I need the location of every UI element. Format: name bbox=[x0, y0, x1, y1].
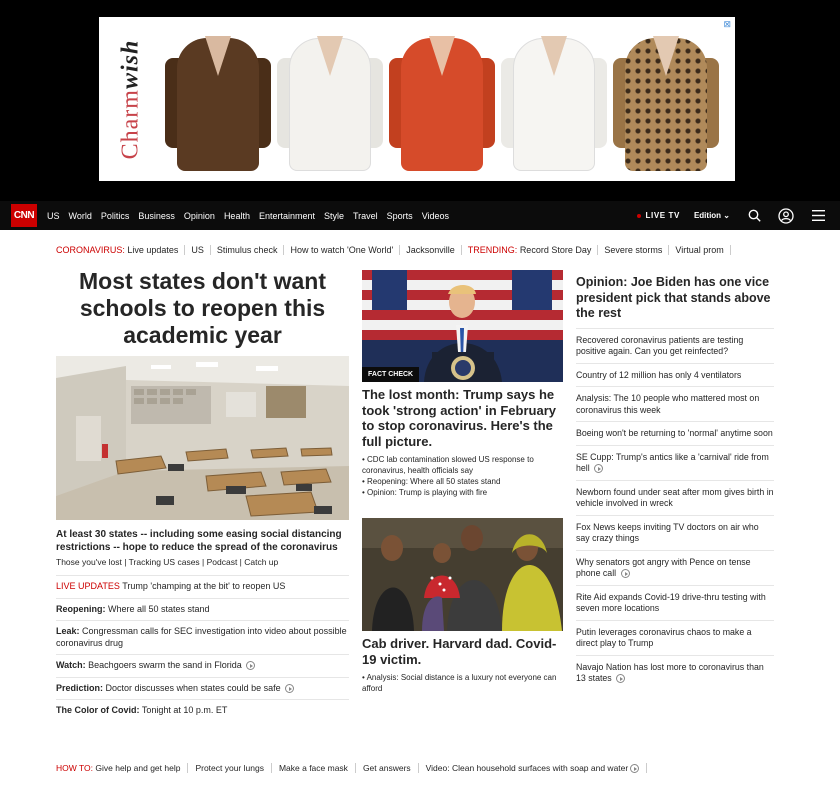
ad-product-image[interactable] bbox=[501, 28, 607, 171]
trending-link[interactable]: How to watch 'One World' bbox=[290, 245, 394, 255]
menu-icon[interactable] bbox=[808, 206, 828, 226]
list-item[interactable]: Fox News keeps inviting TV doctors on air who say crazy things bbox=[576, 515, 774, 550]
ad-close-icon[interactable]: ⊠ bbox=[723, 19, 731, 29]
family-image[interactable] bbox=[362, 518, 563, 631]
list-item[interactable]: Newborn found under seat after mom gives birth in vehicle involved in wreck bbox=[576, 480, 774, 515]
top-nav bbox=[0, 201, 840, 230]
list-item[interactable]: The Color of Covid: Tonight at 10 p.m. ET bbox=[56, 699, 349, 722]
list-item[interactable]: LIVE UPDATES Trump 'champing at the bit' to reopen US bbox=[56, 575, 349, 598]
opinion-headline[interactable]: Opinion: Joe Biden has one vice president pick that stands above the rest bbox=[576, 275, 771, 320]
chevron-down-icon: ⌄ bbox=[723, 211, 730, 220]
edition-select[interactable]: Edition ⌄ bbox=[693, 211, 730, 220]
how-to-link[interactable]: Make a face mask bbox=[278, 763, 348, 773]
ad-creative[interactable] bbox=[99, 17, 735, 181]
nav-right bbox=[637, 201, 840, 230]
bullet-link[interactable]: • Opinion: Trump is playing with fire bbox=[362, 488, 488, 497]
nav-link-opinion[interactable]: Opinion bbox=[183, 210, 215, 221]
bullet-link[interactable]: • Analysis: Social distance is a luxury not everyone can afford bbox=[362, 673, 557, 693]
video-play-icon bbox=[594, 464, 603, 473]
list-item[interactable]: Why senators got angry with Pence on tense phone call bbox=[576, 550, 774, 585]
lead-summary[interactable]: At least 30 states -- including some easing social distancing restrictions -- hope to reduce the spread of the coronavirus bbox=[56, 529, 342, 553]
fact-check-badge: FACT CHECK bbox=[362, 367, 419, 382]
nav-link-entertainment[interactable]: Entertainment bbox=[258, 210, 315, 221]
video-play-icon bbox=[616, 674, 625, 683]
list-item[interactable]: Prediction: Doctor discusses when states could be safe bbox=[56, 677, 349, 700]
middle-bullets bbox=[362, 454, 563, 498]
video-play-icon bbox=[246, 661, 255, 670]
ad-product-image[interactable] bbox=[613, 28, 719, 171]
nav-link-politics[interactable]: Politics bbox=[100, 210, 130, 221]
middle-headline-2[interactable]: Cab driver. Harvard dad. Covid-19 victim. bbox=[362, 636, 557, 667]
lead-column bbox=[56, 268, 349, 722]
list-item[interactable]: Putin leverages coronavirus chaos to make a direct play to Trump bbox=[576, 620, 774, 655]
ad-banner bbox=[0, 0, 840, 201]
list-item[interactable]: Leak: Congressman calls for SEC investigation into video about possible coronavirus drug bbox=[56, 620, 349, 654]
video-play-icon bbox=[285, 684, 294, 693]
middle-headline[interactable]: The lost month: Trump says he took 'strong action' in February to stop coronavirus. Here's the full picture. bbox=[362, 387, 556, 449]
right-story-list bbox=[576, 328, 774, 690]
list-item[interactable]: Navajo Nation has lost more to coronavirus than 13 states bbox=[576, 655, 774, 690]
lead-sublinks[interactable]: Those you've lost | Tracking US cases | Podcast | Catch up bbox=[56, 557, 279, 567]
live-tv-link[interactable]: LIVE TV bbox=[637, 211, 680, 220]
trump-image[interactable] bbox=[362, 270, 563, 382]
live-dot-icon bbox=[637, 214, 641, 218]
ad-product-image[interactable] bbox=[165, 28, 271, 171]
search-icon[interactable] bbox=[744, 206, 764, 226]
nav-link-travel[interactable]: Travel bbox=[353, 210, 378, 221]
ad-product-image[interactable] bbox=[389, 28, 495, 171]
list-item[interactable]: Watch: Beachgoers swarm the sand in Florida bbox=[56, 654, 349, 677]
cnn-logo[interactable]: CNN bbox=[11, 204, 37, 227]
how-to-link[interactable]: Protect your lungs bbox=[195, 763, 264, 773]
bullet-link[interactable]: • Reopening: Where all 50 states stand bbox=[362, 477, 501, 486]
trending-link[interactable]: US bbox=[191, 245, 204, 255]
how-to-label: HOW TO: bbox=[56, 763, 93, 773]
nav-link-videos[interactable]: Videos bbox=[421, 210, 450, 221]
list-item[interactable]: Reopening: Where all 50 states stand bbox=[56, 598, 349, 621]
trending-bar bbox=[56, 243, 796, 257]
how-to-link[interactable]: Video: Clean household surfaces with soap and water bbox=[425, 763, 629, 773]
middle-bullets-2 bbox=[362, 672, 563, 694]
nav-link-health[interactable]: Health bbox=[223, 210, 250, 221]
account-icon[interactable] bbox=[776, 206, 796, 226]
classroom-image[interactable] bbox=[56, 356, 349, 520]
ad-brand-logo: Charmwish bbox=[117, 39, 144, 159]
list-item[interactable]: SE Cupp: Trump's antics like a 'carnival' ride from hell bbox=[576, 445, 774, 480]
right-column bbox=[576, 275, 774, 690]
nav-link-world[interactable]: World bbox=[68, 210, 92, 221]
video-play-icon bbox=[630, 764, 639, 773]
trending-link[interactable]: Jacksonville bbox=[406, 245, 455, 255]
list-item[interactable]: Recovered coronavirus patients are testing positive again. Can you get reinfected? bbox=[576, 328, 774, 363]
coronavirus-label: CORONAVIRUS: bbox=[56, 245, 125, 255]
nav-link-business[interactable]: Business bbox=[138, 210, 175, 221]
trending-link[interactable]: Live updates bbox=[127, 245, 179, 255]
list-item[interactable]: Country of 12 million has only 4 ventilators bbox=[576, 363, 774, 387]
list-item[interactable]: Boeing won't be returning to 'normal' anytime soon bbox=[576, 421, 774, 445]
nav-link-sports[interactable]: Sports bbox=[386, 210, 413, 221]
video-play-icon bbox=[621, 569, 630, 578]
nav-link-style[interactable]: Style bbox=[323, 210, 344, 221]
middle-column bbox=[362, 270, 563, 694]
how-to-link[interactable]: Get answers bbox=[362, 763, 411, 773]
trending-link[interactable]: Record Store Day bbox=[519, 245, 592, 255]
lead-headline[interactable]: Most states don't want schools to reopen this academic year bbox=[79, 268, 326, 348]
trending-link[interactable]: Stimulus check bbox=[216, 245, 278, 255]
nav-link-us[interactable]: US bbox=[47, 210, 60, 221]
how-to-link[interactable]: Give help and get help bbox=[95, 763, 181, 773]
trending-link[interactable]: Severe storms bbox=[604, 245, 663, 255]
lead-story-list bbox=[56, 575, 349, 722]
ad-product-image[interactable] bbox=[277, 28, 383, 171]
trending-link[interactable]: Virtual prom bbox=[675, 245, 724, 255]
list-item[interactable]: Rite Aid expands Covid-19 drive-thru testing with seven more locations bbox=[576, 585, 774, 620]
bullet-link[interactable]: • CDC lab contamination slowed US response to coronavirus, health officials say bbox=[362, 455, 534, 475]
trending-label: TRENDING: bbox=[467, 245, 518, 255]
list-item[interactable]: Analysis: The 10 people who mattered most on coronavirus this week bbox=[576, 386, 774, 421]
nav-links bbox=[47, 201, 458, 230]
how-to-bar bbox=[56, 761, 796, 775]
